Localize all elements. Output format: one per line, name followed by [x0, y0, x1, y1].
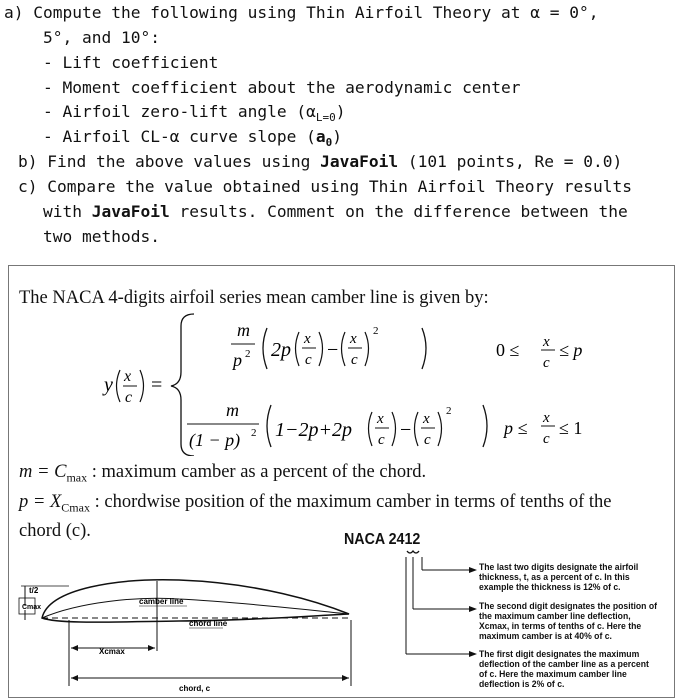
camber-line-equation: [9, 266, 676, 456]
eq1-p-sq: 2: [245, 348, 251, 360]
eq2-range-c: c: [543, 431, 550, 447]
def-m-sub: max: [66, 470, 88, 485]
question-b-prefix: b) Find the above values using: [18, 152, 321, 171]
eq2-denom-sq: 2: [251, 427, 257, 439]
def-p-lhs: p = X: [19, 491, 62, 512]
slope-text: - Airfoil CL-α curve slope (: [43, 127, 316, 146]
label-xcmax: Xcmax: [99, 647, 125, 656]
def-p: [19, 490, 611, 520]
eq-y: y: [104, 374, 113, 396]
eq2-c1: c: [378, 432, 385, 448]
question-b-tool: JavaFoil: [320, 152, 399, 171]
eq1-body: 2p: [271, 339, 291, 361]
eq1-c1: c: [305, 352, 312, 368]
naca-info-box: [8, 265, 675, 698]
question-a-line2: 5°, and 10°:: [43, 28, 160, 47]
item-lift-coefficient: - Lift coefficient: [43, 53, 219, 72]
note-max-camber: The first digit designates the maximum deflection of the camber line as a percent of c. Here the maximum camber line deflection is 2% of c.: [479, 649, 649, 690]
slope-close: ): [332, 127, 343, 146]
eq1-p: p: [233, 350, 242, 370]
eq-lhs-x: x: [124, 368, 132, 385]
question-c-tool: JavaFoil: [91, 202, 170, 221]
question-c-line2: [43, 199, 628, 224]
question-b-suffix: (101 points, Re = 0.0): [398, 152, 623, 171]
eq-equals: =: [151, 374, 163, 396]
zero-lift-subscript: L=0: [315, 111, 336, 125]
def-p-text2: chord (c).: [19, 521, 91, 542]
def-p-sub: Cmax: [61, 500, 90, 515]
eq2-range-x: x: [543, 410, 550, 426]
question-c-pre: with: [43, 202, 92, 221]
question-c-post: results. Comment on the difference between the: [169, 202, 628, 221]
eq-lhs-c: c: [125, 389, 133, 406]
eq1-x1: x: [304, 331, 311, 347]
eq1-sq: 2: [373, 325, 379, 337]
label-t2: t/2: [29, 586, 39, 595]
question-c-line3: two methods.: [43, 227, 160, 246]
item-moment-coefficient: - Moment coefficient about the aerodynamic center: [43, 78, 521, 97]
zero-lift-close: ): [335, 102, 346, 121]
question-b: [18, 149, 622, 174]
eq2-denom: (1 − p): [189, 430, 241, 450]
eq1-range-start: 0 ≤: [496, 340, 520, 360]
note-thickness: The last two digits designate the airfoil thickness, t, as a percent of c. In this example the thickness is 12% of c.: [479, 562, 639, 593]
note-camber-position: The second digit designates the position of the maximum camber line deflection, Xcmax, in terms of tenths of c. Here the maximum camber is at 40% of c.: [479, 601, 657, 642]
eq1-minus: −: [327, 339, 339, 361]
def-m: [19, 460, 611, 490]
def-m-text: : maximum camber as a percent of the chord.: [87, 462, 427, 482]
question-c-line1: c) Compare the value obtained using Thin Airfoil Theory results: [18, 177, 632, 196]
def-p-text: : chordwise position of the maximum camber in terms of tenths of the: [89, 491, 612, 512]
eq2-range-end: ≤ 1: [559, 418, 583, 438]
box-intro: The NACA 4-digits airfoil series mean camber line is given by:: [19, 288, 489, 308]
label-cmax: Cmax: [22, 604, 42, 611]
zero-lift-text: - Airfoil zero-lift angle (α: [43, 102, 316, 121]
eq2-x2: x: [423, 411, 430, 427]
question-a-line1: a) Compute the following using Thin Airfoil Theory at α = 0°,: [4, 3, 599, 22]
eq2-minus: −: [400, 419, 412, 441]
eq2-range-start: p ≤: [504, 418, 528, 438]
definitions: [19, 460, 611, 543]
slope-symbol: a: [315, 127, 326, 146]
naca-label: NACA 2412: [344, 531, 421, 548]
label-camber-line: camber line: [139, 597, 184, 606]
eq2-sq: 2: [446, 405, 452, 417]
eq1-range-x: x: [543, 334, 550, 350]
def-m-lhs: m = C: [19, 462, 67, 482]
eq1-range-c: c: [543, 355, 550, 371]
slope-subscript: 0: [325, 136, 333, 150]
eq1-range-end: ≤ p: [559, 340, 583, 360]
eq2-m: m: [226, 400, 239, 420]
eq1-x2: x: [350, 331, 357, 347]
label-chord: chord, c: [179, 684, 211, 693]
eq2-c2: c: [424, 432, 431, 448]
eq2-x1: x: [377, 411, 384, 427]
eq1-c2: c: [351, 352, 358, 368]
eq1-m: m: [237, 320, 250, 340]
label-chord-line: chord line: [189, 619, 228, 628]
eq2-body: 1−2p+2p: [275, 419, 352, 441]
